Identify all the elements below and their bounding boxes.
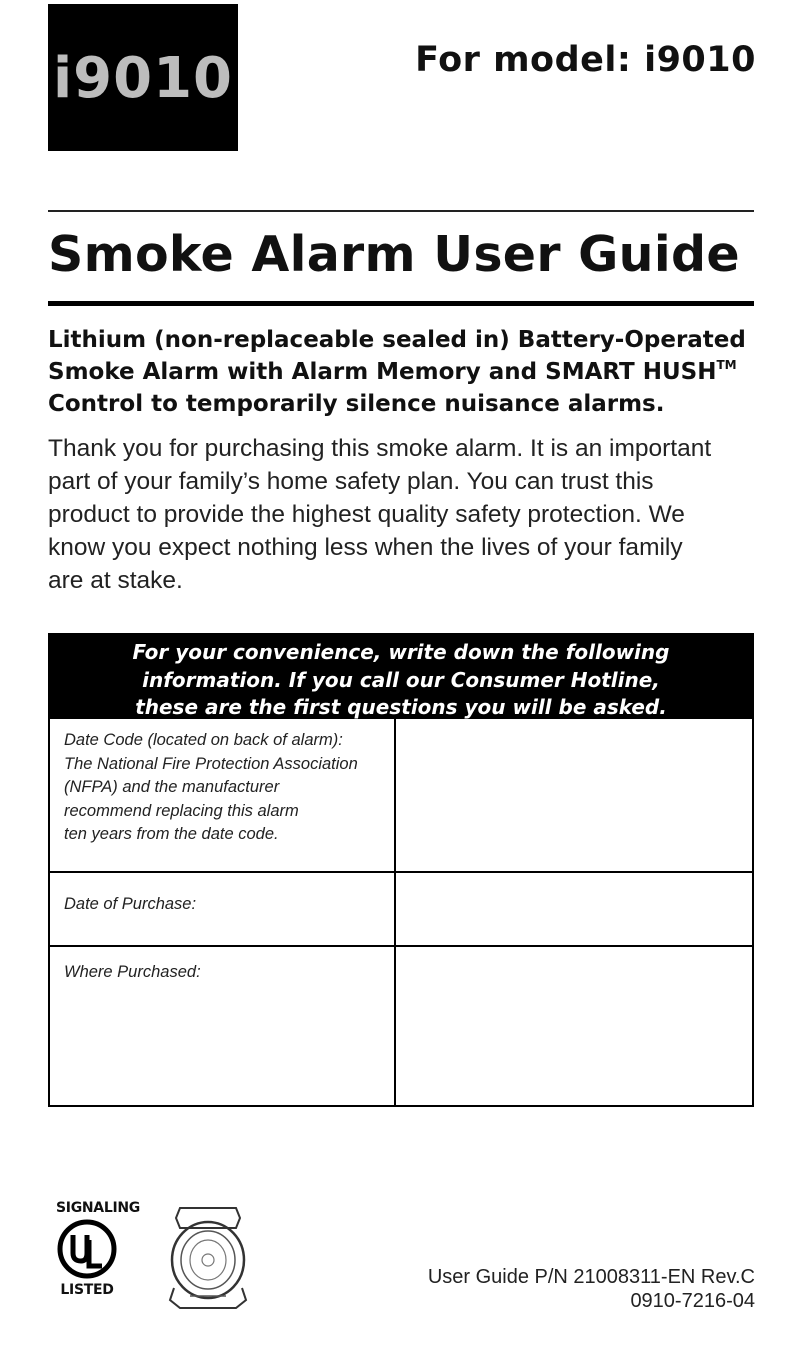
date-code-line-5: ten years from the date code. xyxy=(64,825,279,843)
date-code-line-2: The National Fire Protection Association xyxy=(64,754,358,773)
subtitle-line-1: Lithium (non-replaceable sealed in) Battery-Operated xyxy=(48,327,746,353)
ul-logo-icon xyxy=(56,1218,118,1280)
footer-doc-code: 0910-7216-04 xyxy=(630,1290,755,1312)
model-logo-text: i9010 xyxy=(52,46,234,111)
ul-signaling-text: SIGNALING xyxy=(56,1200,140,1216)
date-of-purchase-row xyxy=(50,871,752,945)
date-code-line-3: (NFPA) and the manufacturer xyxy=(64,778,280,796)
intro-line-2: part of your family’s home safety plan. You can trust this xyxy=(48,468,654,495)
date-code-line-4: recommend replacing this alarm xyxy=(64,801,299,820)
info-header-line-2: information. If you call our Consumer Hotline, xyxy=(142,667,660,692)
subtitle-line-3: Control to temporarily silence nuisance alarms. xyxy=(48,391,665,417)
intro-line-5: are at stake. xyxy=(48,567,183,594)
ul-listed-text: LISTED xyxy=(60,1282,114,1298)
page-title: Smoke Alarm User Guide xyxy=(48,226,740,283)
footer-part-number: User Guide P/N 21008311-EN Rev.C xyxy=(427,1266,755,1288)
date-code-field[interactable] xyxy=(396,719,752,871)
where-purchased-field[interactable] xyxy=(396,947,752,1105)
subtitle-line-2-text: Smoke Alarm with Alarm Memory and SMART HUSH xyxy=(48,359,717,385)
trademark-mark: TM xyxy=(716,358,737,372)
info-header-line-3: these are the first questions you will be asked. xyxy=(135,695,667,719)
intro-line-1: Thank you for purchasing this smoke alarm. It is an important xyxy=(48,435,712,462)
intro-paragraph xyxy=(48,432,754,597)
date-of-purchase-field[interactable] xyxy=(396,873,752,945)
subtitle-line-2 xyxy=(48,356,754,388)
divider-thick xyxy=(48,301,754,306)
intro-line-3: product to provide the highest quality safety protection. We xyxy=(48,501,685,528)
product-description xyxy=(48,324,754,420)
model-logo-box xyxy=(48,4,238,151)
date-of-purchase-label: Date of Purchase: xyxy=(50,873,396,945)
info-header-line-1: For your convenience, write down the following xyxy=(132,640,670,664)
date-code-label xyxy=(50,719,396,871)
approval-seal-icon xyxy=(166,1204,250,1314)
where-purchased-row xyxy=(50,945,752,1105)
divider-top xyxy=(48,210,754,212)
ul-listed-mark xyxy=(56,1200,140,1298)
date-code-row xyxy=(50,719,752,871)
intro-line-4: know you expect nothing less when the lives of your family xyxy=(48,534,683,561)
model-label: For model: i9010 xyxy=(415,40,756,80)
info-table-header xyxy=(50,635,752,719)
date-code-line-1: Date Code (located on back of alarm): xyxy=(64,731,343,749)
where-purchased-label: Where Purchased: xyxy=(50,947,396,1105)
info-record-table xyxy=(48,633,754,1107)
document-footer xyxy=(428,1265,755,1313)
